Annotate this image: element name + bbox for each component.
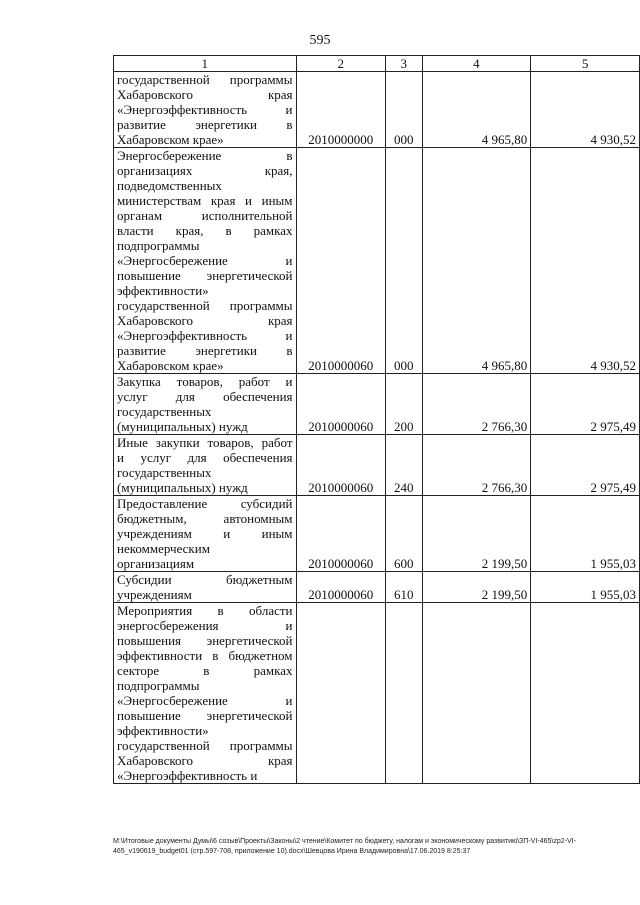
row-name-cell [114,435,297,496]
row-name-cell [114,603,297,784]
row-name-line: органам исполнительной [117,208,293,223]
table-header-row [114,56,640,72]
row-name-line: Хабаровского края [117,313,293,328]
table-row [114,435,640,496]
row-name-line: повышение энергетической [117,268,293,283]
row-name-cell [114,72,297,148]
row-name-line: государственной программы [117,738,293,753]
row-name-line: Иные закупки товаров, работ [117,435,293,450]
page-number: 595 [309,33,331,48]
row-name-line: развитие энергетики в [117,343,293,358]
row-name-line: государственных [117,465,212,480]
row-name-line: Хабаровского края [117,87,293,102]
row-amount-col4: 2 199,50 [422,572,531,603]
row-name-line: Энергосбережение в [117,148,293,163]
row-name-line: подпрограммы [117,238,200,253]
row-name-line: государственной программы [117,298,293,313]
row-expense-type-code: 240 [385,435,422,496]
row-amount-col5: 4 930,52 [531,72,640,148]
row-amount-col4: 4 965,80 [422,148,531,374]
row-name-line: учреждениям и иным [117,526,293,541]
table-row [114,72,640,148]
row-expense-type-code: 200 [385,374,422,435]
row-name-line: «Энергоэффективность и [117,102,293,117]
row-name-line: Предоставление субсидий [117,496,293,511]
row-expense-type-code [385,603,422,784]
row-name-line: Хабаровском крае» [117,358,224,373]
row-target-article-code: 2010000060 [296,435,385,496]
row-name-line: эффективности в бюджетном [117,648,293,663]
table-row [114,374,640,435]
budget-table [113,55,640,784]
row-target-article-code: 2010000000 [296,72,385,148]
row-amount-col5: 4 930,52 [531,148,640,374]
row-amount-col5: 1 955,03 [531,496,640,572]
row-name-line: государственной программы [117,72,293,87]
row-name-line: и услуг для обеспечения [117,450,293,465]
row-name-cell [114,496,297,572]
row-name-line: развитие энергетики в [117,117,293,132]
row-name-line: подведомственных [117,178,222,193]
row-target-article-code: 2010000060 [296,496,385,572]
row-amount-col5 [531,603,640,784]
header-col-1: 1 [114,56,297,72]
document-path-footer: М:\Итоговые документы Думы\6 созыв\Проекты\Законы\2 чтение\Комитет по бюджету, налогам и экономическому развитию\ЗП-VI-465\zp2-VI-465_v190619_budget01 (стр.597-708, приложение 10).docx\Шевцова Ирина Владимировна\17.06.2019 8:25:37 [113,838,576,855]
header-col-4: 4 [422,56,531,72]
row-name-line: Мероприятия в области [117,603,293,618]
row-name-line: услуг для обеспечения [117,389,293,404]
row-target-article-code [296,603,385,784]
row-target-article-code: 2010000060 [296,374,385,435]
row-amount-col4: 2 766,30 [422,435,531,496]
row-name-line: секторе в рамках [117,663,293,678]
row-name-line: учреждениям [117,587,192,602]
row-name-cell [114,374,297,435]
table-row [114,148,640,374]
row-name-cell [114,572,297,603]
row-name-line: «Энергоэффективность и [117,768,258,783]
row-target-article-code: 2010000060 [296,148,385,374]
row-name-line: Субсидии бюджетным [117,572,293,587]
row-name-line: (муниципальных) нужд [117,419,248,434]
row-name-line: некоммерческим [117,541,210,556]
row-expense-type-code: 600 [385,496,422,572]
row-amount-col4: 2 766,30 [422,374,531,435]
header-col-2: 2 [296,56,385,72]
row-amount-col5: 2 975,49 [531,374,640,435]
row-name-line: организациям [117,556,195,571]
row-name-line: подпрограммы [117,678,200,693]
row-expense-type-code: 000 [385,148,422,374]
row-name-line: эффективности» [117,723,209,738]
row-amount-col4: 4 965,80 [422,72,531,148]
row-name-line: Закупка товаров, работ и [117,374,293,389]
row-name-line: государственных [117,404,212,419]
row-name-line: Хабаровского края [117,753,293,768]
table-row [114,603,640,784]
row-amount-col4: 2 199,50 [422,496,531,572]
row-expense-type-code: 610 [385,572,422,603]
row-name-line: эффективности» [117,283,209,298]
row-name-line: бюджетным, автономным [117,511,293,526]
table-row [114,572,640,603]
row-name-line: энергосбережения и [117,618,293,633]
row-amount-col5: 1 955,03 [531,572,640,603]
row-name-line: министерствам края и иным [117,193,293,208]
row-name-line: повышения энергетической [117,633,293,648]
row-amount-col5: 2 975,49 [531,435,640,496]
row-name-line: организациях края, [117,163,293,178]
row-name-line: «Энергосбережение и [117,253,293,268]
row-name-line: повышение энергетической [117,708,293,723]
row-target-article-code: 2010000060 [296,572,385,603]
header-col-3: 3 [385,56,422,72]
row-name-line: Хабаровском крае» [117,132,224,147]
table-row [114,496,640,572]
row-name-line: «Энергоэффективность и [117,328,293,343]
row-name-cell [114,148,297,374]
row-amount-col4 [422,603,531,784]
header-col-5: 5 [531,56,640,72]
row-expense-type-code: 000 [385,72,422,148]
row-name-line: (муниципальных) нужд [117,480,248,495]
row-name-line: «Энергосбережение и [117,693,293,708]
row-name-line: власти края, в рамках [117,223,293,238]
